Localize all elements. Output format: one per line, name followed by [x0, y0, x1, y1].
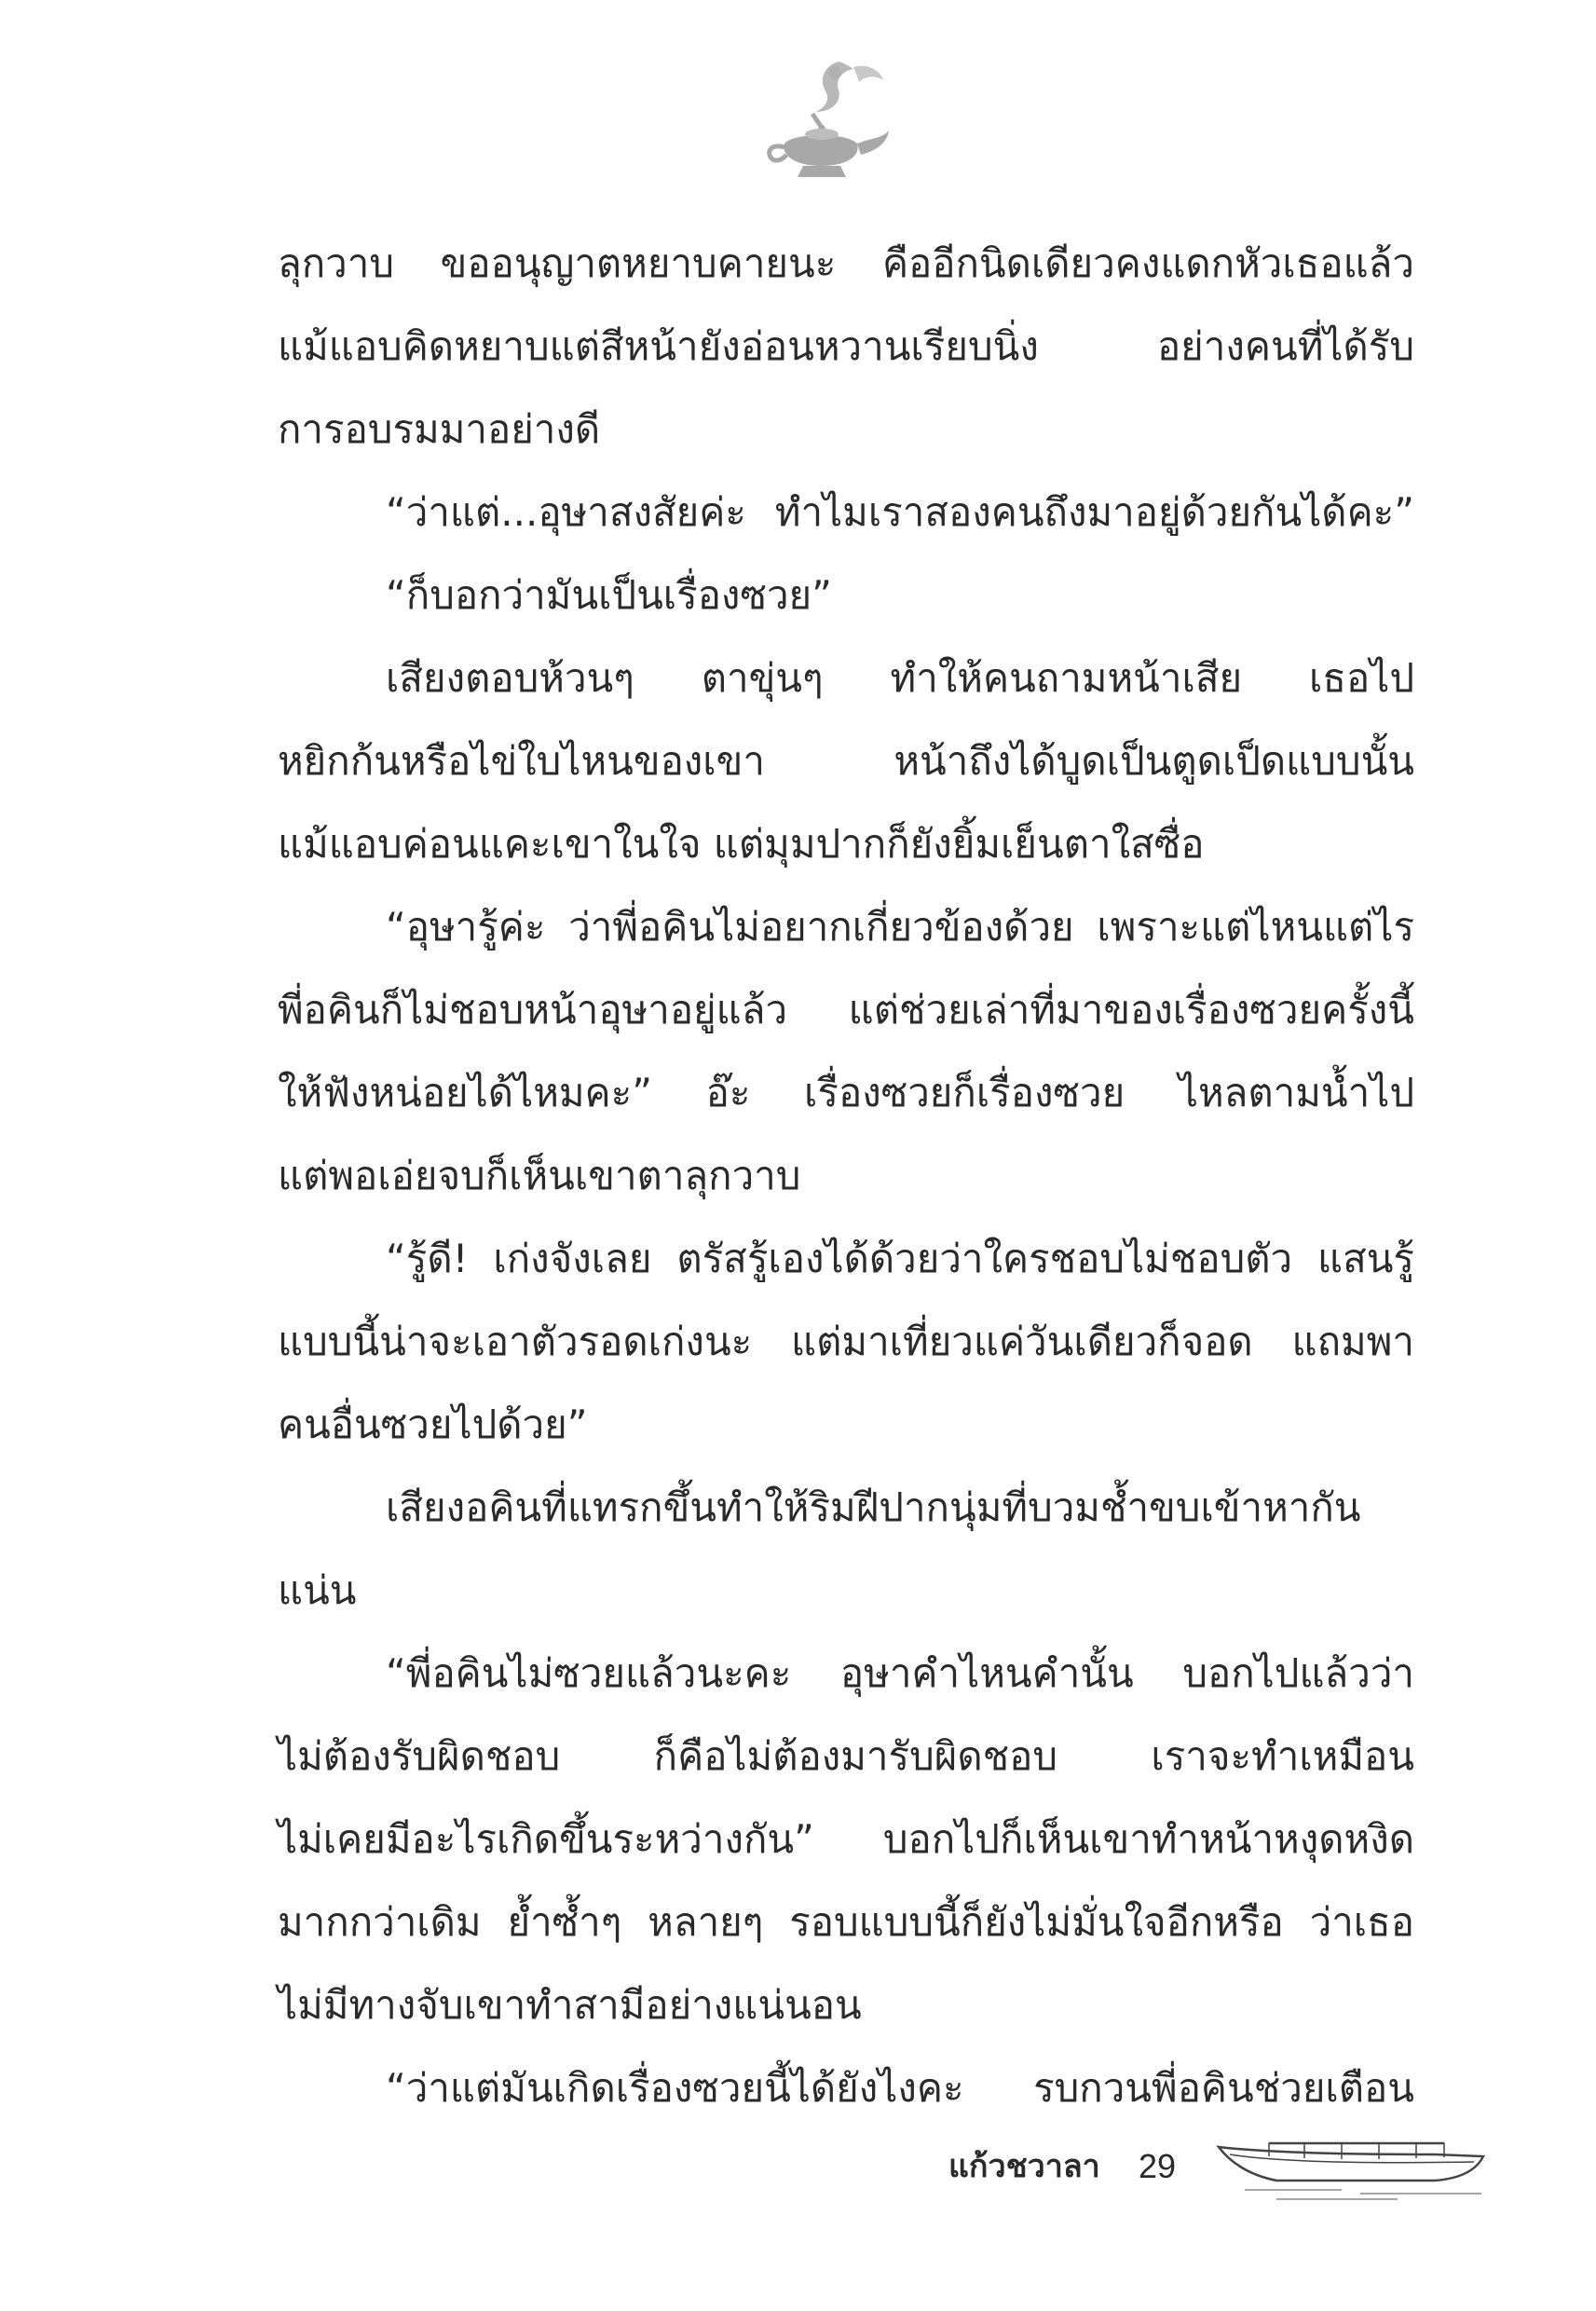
text-line: ไม่มีทางจับเขาทำสามีอย่างแน่นอน — [278, 1982, 862, 2028]
text-line: มากกว่าเดิม ย้ำซ้ำๆ หลายๆ รอบแบบนี้ก็ยังไม่มั่นใจอีกหรือ ว่าเธอ — [278, 1899, 1414, 1945]
text-line: แม้แอบค่อนแคะเขาในใจ แต่มุมปากก็ยังยิ้มเย็นตาใสซื่อ — [278, 821, 1205, 867]
text-line: ลุกวาบ ขออนุญาตหยาบคายนะ คืออีกนิดเดียวคงแดกหัวเธอแล้ว — [278, 240, 1414, 286]
page-number: 29 — [1139, 2147, 1177, 2185]
text-line: เสียงอคินที่แทรกขึ้นทำให้ริมฝีปากนุ่มที่บวมช้ำขบเข้าหากัน — [386, 1484, 1361, 1530]
magic-lamp-genie-icon — [757, 54, 896, 194]
text-line: พี่อคินก็ไม่ชอบหน้าอุษาอยู่แล้ว แต่ช่วยเล่าที่มาของเรื่องซวยครั้งนี้ — [278, 987, 1414, 1032]
text-line: แม้แอบคิดหยาบแต่สีหน้ายังอ่อนหวานเรียบนิ่ง อย่างคนที่ได้รับ — [278, 323, 1414, 369]
longtail-boat-icon — [1211, 2134, 1491, 2204]
text-line: ให้ฟังหน่อยได้ไหมคะ” อ๊ะ เรื่องซวยก็เรื่องซวย ไหลตามน้ำไป — [278, 1070, 1414, 1115]
text-line: เสียงตอบห้วนๆ ตาขุ่นๆ ทำให้คนถามหน้าเสีย เธอไป — [386, 655, 1414, 701]
text-line: “อุษารู้ค่ะ ว่าพี่อคินไม่อยากเกี่ยวข้องด้วย เพราะแต่ไหนแต่ไร — [386, 904, 1414, 950]
text-line: แบบนี้น่าจะเอาตัวรอดเก่งนะ แต่มาเที่ยวแค่วันเดียวก็จอด แถมพา — [278, 1319, 1414, 1364]
text-line: “พี่อคินไม่ซวยแล้วนะคะ อุษาคำไหนคำนั้น บอกไปแล้วว่า — [386, 1650, 1414, 1696]
text-line: การอบรมมาอย่างดี — [278, 406, 601, 452]
body-text — [278, 222, 1414, 2129]
text-line: แต่พอเอ่ยจบก็เห็นเขาตาลุกวาบ — [278, 1153, 801, 1198]
text-line: แน่น — [278, 1567, 357, 1613]
text-line: “ว่าแต่มันเกิดเรื่องซวยนี้ได้ยังไงคะ รบกวนพี่อคินช่วยเตือน — [386, 2065, 1414, 2111]
text-line: ไม่ต้องรับผิดชอบ ก็คือไม่ต้องมารับผิดชอบ เราจะทำเหมือน — [278, 1733, 1414, 1779]
book-title: แก้วชวาลา — [948, 2148, 1100, 2185]
text-line: คนอื่นซวยไปด้วย” — [278, 1402, 588, 1447]
text-line: ไม่เคยมีอะไรเกิดขึ้นระหว่างกัน” บอกไปก็เห็นเขาทำหน้าหงุดหงิด — [278, 1816, 1414, 1862]
text-line: หยิกก้นหรือไข่ใบไหนของเขา หน้าถึงได้บูดเป็นตูดเป็ดแบบนั้น — [278, 738, 1414, 784]
text-line: “รู้ดี! เก่งจังเลย ตรัสรู้เองได้ด้วยว่าใครชอบไม่ชอบตัว แสนรู้ — [386, 1236, 1414, 1281]
text-line: “ว่าแต่...อุษาสงสัยค่ะ ทำไมเราสองคนถึงมาอยู่ด้วยกันได้คะ” — [386, 489, 1414, 535]
text-line: “ก็บอกว่ามันเป็นเรื่องซวย” — [386, 572, 832, 618]
